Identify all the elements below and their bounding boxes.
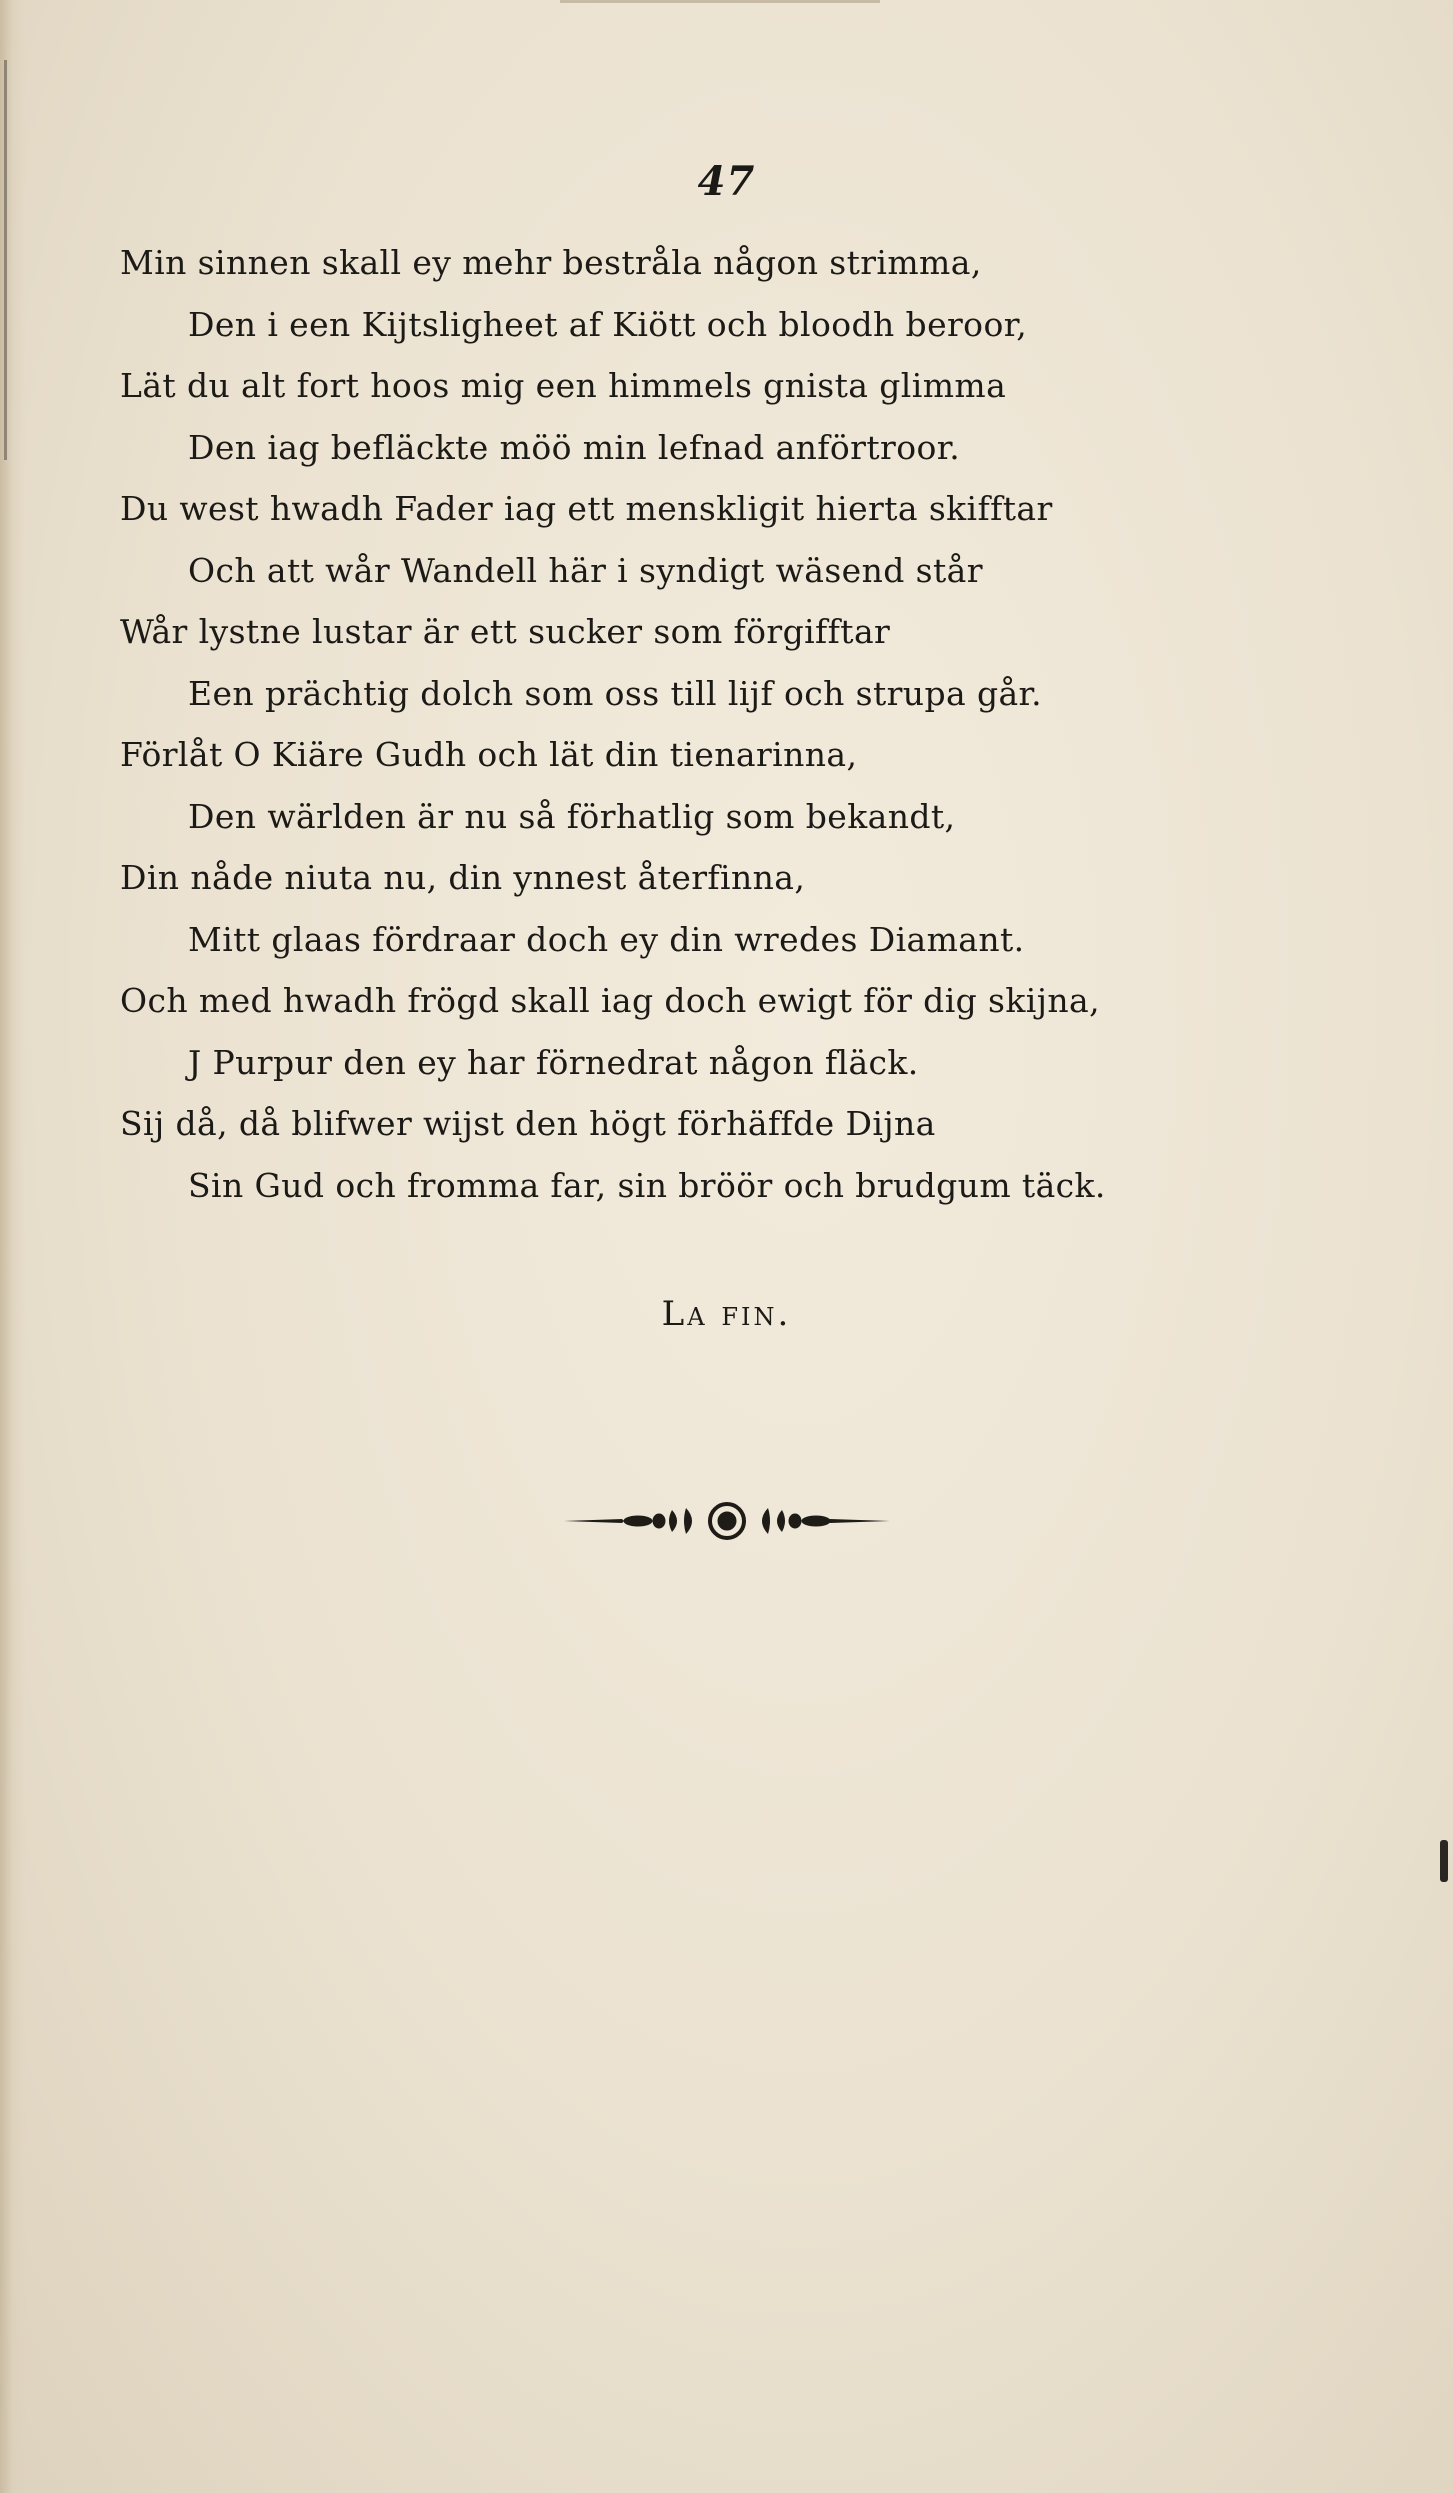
poem-line: Sij då, då blifwer wijst den högt förhäffde Dijna xyxy=(120,1104,936,1143)
page-top-edge xyxy=(560,0,880,3)
poem-line: Den wärlden är nu så förhatlig som bekandt, xyxy=(188,796,956,836)
ornament-rule-icon xyxy=(0,1490,1453,1550)
poem xyxy=(120,232,1400,1216)
poem-line: J Purpur den ey har förnedrat någon fläck. xyxy=(188,1042,919,1082)
poem-line: Förlåt O Kiäre Gudh och lät din tienarinna, xyxy=(120,735,858,774)
page-number: 47 xyxy=(697,158,756,205)
page-edge-mark xyxy=(1440,1840,1448,1882)
gutter-mark xyxy=(4,60,7,460)
poem-line: Den i een Kijtsligheet af Kiött och bloodh beroor, xyxy=(188,304,1028,344)
poem-line: Mitt glaas fördraar doch ey din wredes Diamant. xyxy=(188,919,1025,959)
poem-line: Een prächtig dolch som oss till lijf och strupa går. xyxy=(188,673,1042,713)
poem-line: Sin Gud och fromma far, sin bröör och brudgum täck. xyxy=(188,1165,1106,1205)
poem-line: Din nåde niuta nu, din ynnest återfinna, xyxy=(120,858,806,897)
poem-line: Min sinnen skall ey mehr bestråla någon strimma, xyxy=(120,243,982,282)
poem-line: Och att wår Wandell här i syndigt wäsend står xyxy=(188,550,983,590)
poem-line: Lät du alt fort hoos mig een himmels gnista glimma xyxy=(120,366,1007,405)
finis-heading: La fin. xyxy=(661,1294,792,1334)
poem-line: Den iag befläckte möö min lefnad anförtroor. xyxy=(188,427,961,467)
poem-line: Du west hwadh Fader iag ett menskligit hierta skifftar xyxy=(120,489,1053,528)
poem-line: Wår lystne lustar är ett sucker som förgifftar xyxy=(120,612,891,651)
poem-line: Och med hwadh frögd skall iag doch ewigt för dig skijna, xyxy=(120,981,1100,1020)
